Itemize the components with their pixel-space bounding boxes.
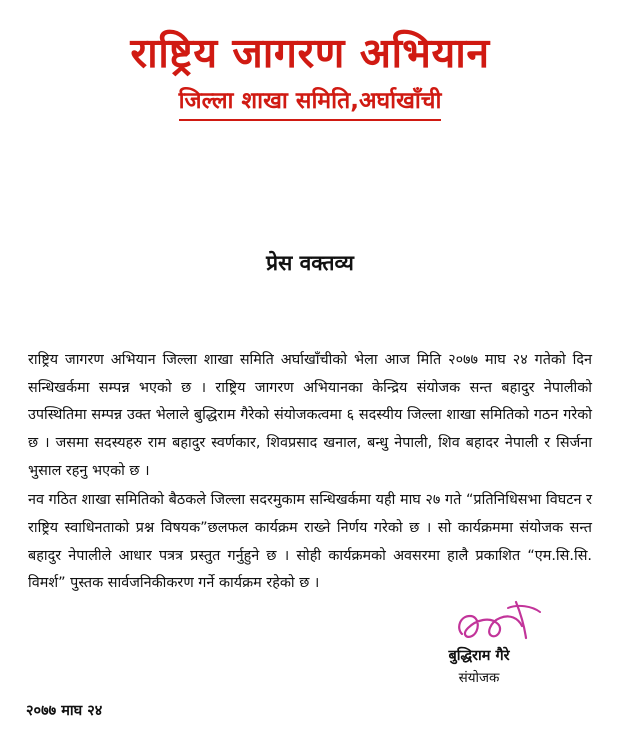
organization-title: राष्ट्रिय जागरण अभियान <box>130 29 490 77</box>
handwritten-signature-icon <box>374 594 584 646</box>
branch-title: जिल्ला शाखा समिति,अर्घाखाँची <box>179 87 442 121</box>
branch-title-row <box>24 87 596 121</box>
paragraph-2: नव गठित शाखा समितिको बैठकले जिल्ला सदरमुकाम सन्धिखर्कमा यही माघ २७ गते “प्रतिनिधिसभा विघटन र राष्ट्रिय स्वाधिनताको प्रश्न विषयक”छलफल कार्यक्रम राख्ने निर्णय गरेको छ । सो कार्यक्रममा संयोजक सन्त बहादुर नेपालीले आधार पत्रत्र प्रस्तुत गर्नुहुने छ । सोही कार्यक्रमको अवसरमा हालै प्रकाशित “एम.सि.सि. विमर्श” पुस्तक सार्वजनिकीकरण गर्ने कार्यक्रम रहेको छ । <box>28 492 592 592</box>
document-date: २०७७ माघ २४ <box>26 703 103 719</box>
document-heading: प्रेस वक्तव्य <box>266 251 354 276</box>
signature-block <box>374 594 584 688</box>
signatory-name: बुद्धिराम गैरे <box>448 648 510 664</box>
signatory-role: संयोजक <box>458 669 500 686</box>
paragraph-1: राष्ट्रिय जागरण अभियान जिल्ला शाखा समिति अर्घाखाँचीको भेला आज मिति २०७७ माघ २४ गतेको दिन सन्धिखर्कमा सम्पन्न भएको छ । राष्ट्रिय जागरण अभियानका केन्द्रिय संयोजक सन्त बहादुर नेपालीको उपस्थितिमा सम्पन्न उक्त भेलाले बुद्धिराम गैरेको संयोजकत्वमा ६ सदस्यीय जिल्ला शाखा समितिको गठन गरेको छ । जसमा सदस्यहरु राम बहादुर स्वर्णकार, शिवप्रसाद खनाल, बन्धु नेपाली, शिव बहादर नेपाली र सिर्जना भुसाल रहनु भएको छ । <box>28 352 592 479</box>
body-text <box>24 347 596 598</box>
